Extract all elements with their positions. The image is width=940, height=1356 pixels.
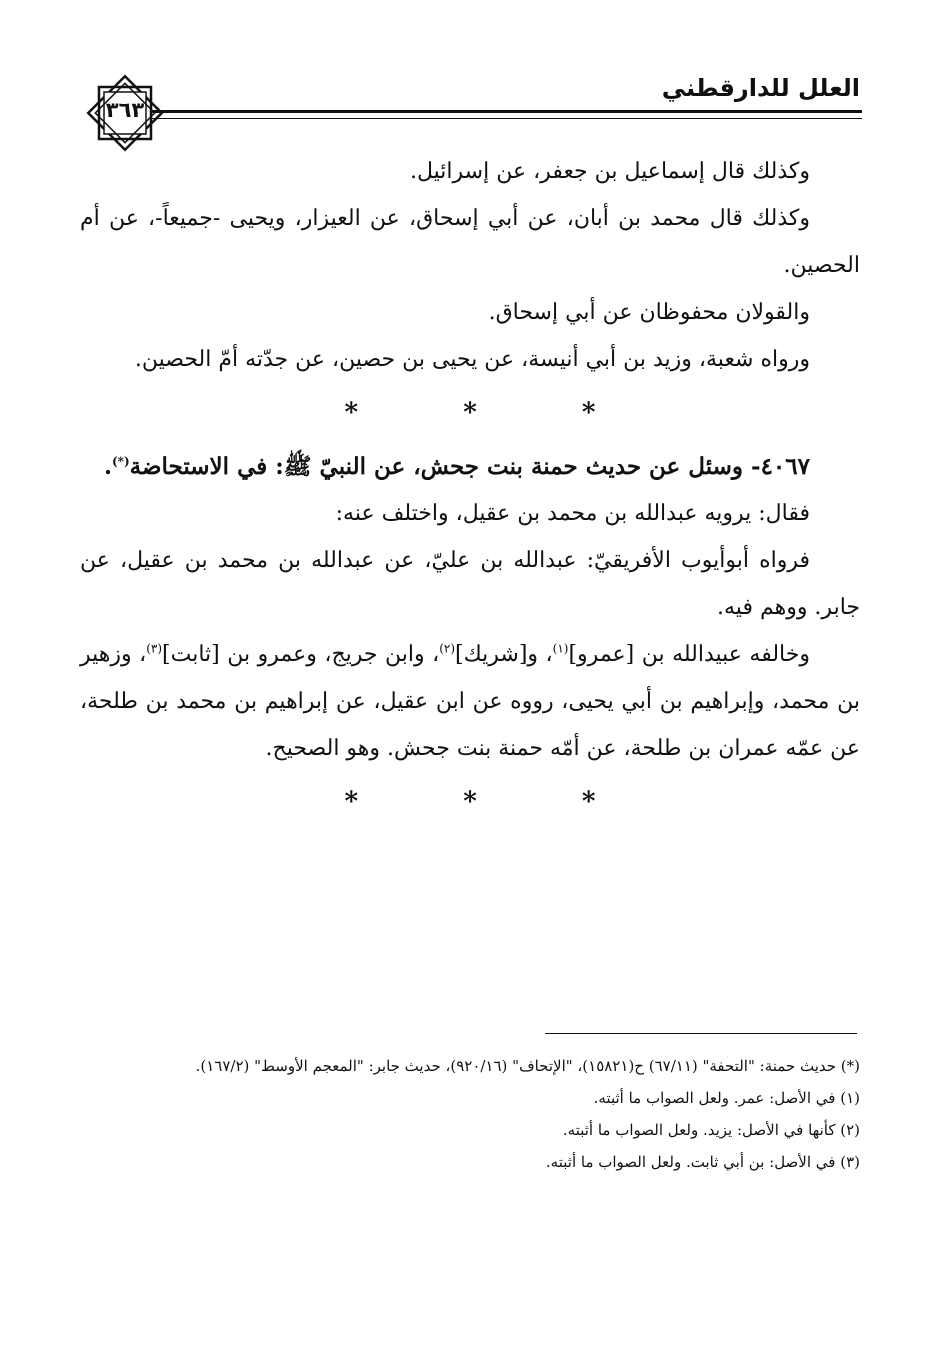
text-run: وخالفه عبيدالله بن [عمرو]	[568, 642, 810, 667]
paragraph	[80, 631, 860, 772]
entry-heading	[80, 443, 860, 490]
paragraph: ورواه شعبة، وزيد بن أبي أنيسة، عن يحيى بن حصين، عن جدّته أمّ الحصين.	[134, 347, 810, 372]
paragraph: فرواه أبوأيوب الأفريقيّ: عبدالله بن عليّ، عن عبدالله بن محمد بن عقيل، عن جابر. ووهم فيه.	[80, 548, 860, 620]
footnote: (٣) في الأصل: بن أبي ثابت. ولعل الصواب ما أثبته.	[545, 1153, 860, 1171]
entry-heading-text: ٤٠٦٧- وسئل عن حديث حمنة بنت جحش، عن النبيّ ﷺ: في الاستحاضة	[129, 453, 810, 480]
section-separator: * * *	[344, 398, 644, 428]
footnote-ref: (٢)	[439, 641, 456, 656]
paragraph: فقال: يرويه عبدالله بن محمد بن عقيل، واختلف عنه:	[335, 501, 810, 526]
footnote-ref: (*)	[111, 454, 130, 469]
section-separator: * * *	[344, 787, 644, 817]
footnote-rule	[545, 1033, 857, 1034]
footnote: (١) في الأصل: عمر. ولعل الصواب ما أثبته.	[593, 1089, 860, 1107]
paragraph: وكذلك قال إسماعيل بن جعفر، عن إسرائيل.	[410, 159, 810, 184]
footnote: (*) حديث حمنة: "التحفة" (٦٧/١١) ح(١٥٨٢١)، "الإتحاف" (٩٢٠/١٦)، حديث جابر: "المعجم الأوسط" (١٦٧/٢).	[195, 1057, 860, 1075]
book-title: العلل للدارقطني	[661, 74, 860, 102]
footnote-ref: (٣)	[146, 641, 163, 656]
footnote-ref: (١)	[552, 641, 569, 656]
header-rule	[150, 110, 862, 119]
text-run: ، وابن جريج، وعمرو بن [ثابت]	[162, 642, 440, 667]
entry-heading-period: .	[103, 453, 112, 480]
main-text	[80, 148, 860, 832]
paragraph: وكذلك قال محمد بن أبان، عن أبي إسحاق، عن العيزار، ويحيى -جميعاً-، عن أم الحصين.	[80, 206, 860, 278]
page-number-badge	[82, 70, 168, 156]
footnote: (٢) كأنها في الأصل: يزيد. ولعل الصواب ما أثبته.	[562, 1121, 860, 1139]
footnotes	[80, 1050, 860, 1178]
paragraph: والقولان محفوظان عن أبي إسحاق.	[488, 300, 810, 325]
page-number: ٣٦٣	[105, 98, 145, 122]
text-run: ، وزهير بن محمد، وإبراهيم بن أبي يحيى، رووه عن ابن عقيل، عن إبراهيم بن محمد بن طلحة، عن عمّه عمران بن طلحة، عن أمّه حمنة بنت جحش. وهو الصحيح.	[80, 642, 860, 761]
text-run: ، و[شريك]	[455, 642, 553, 667]
